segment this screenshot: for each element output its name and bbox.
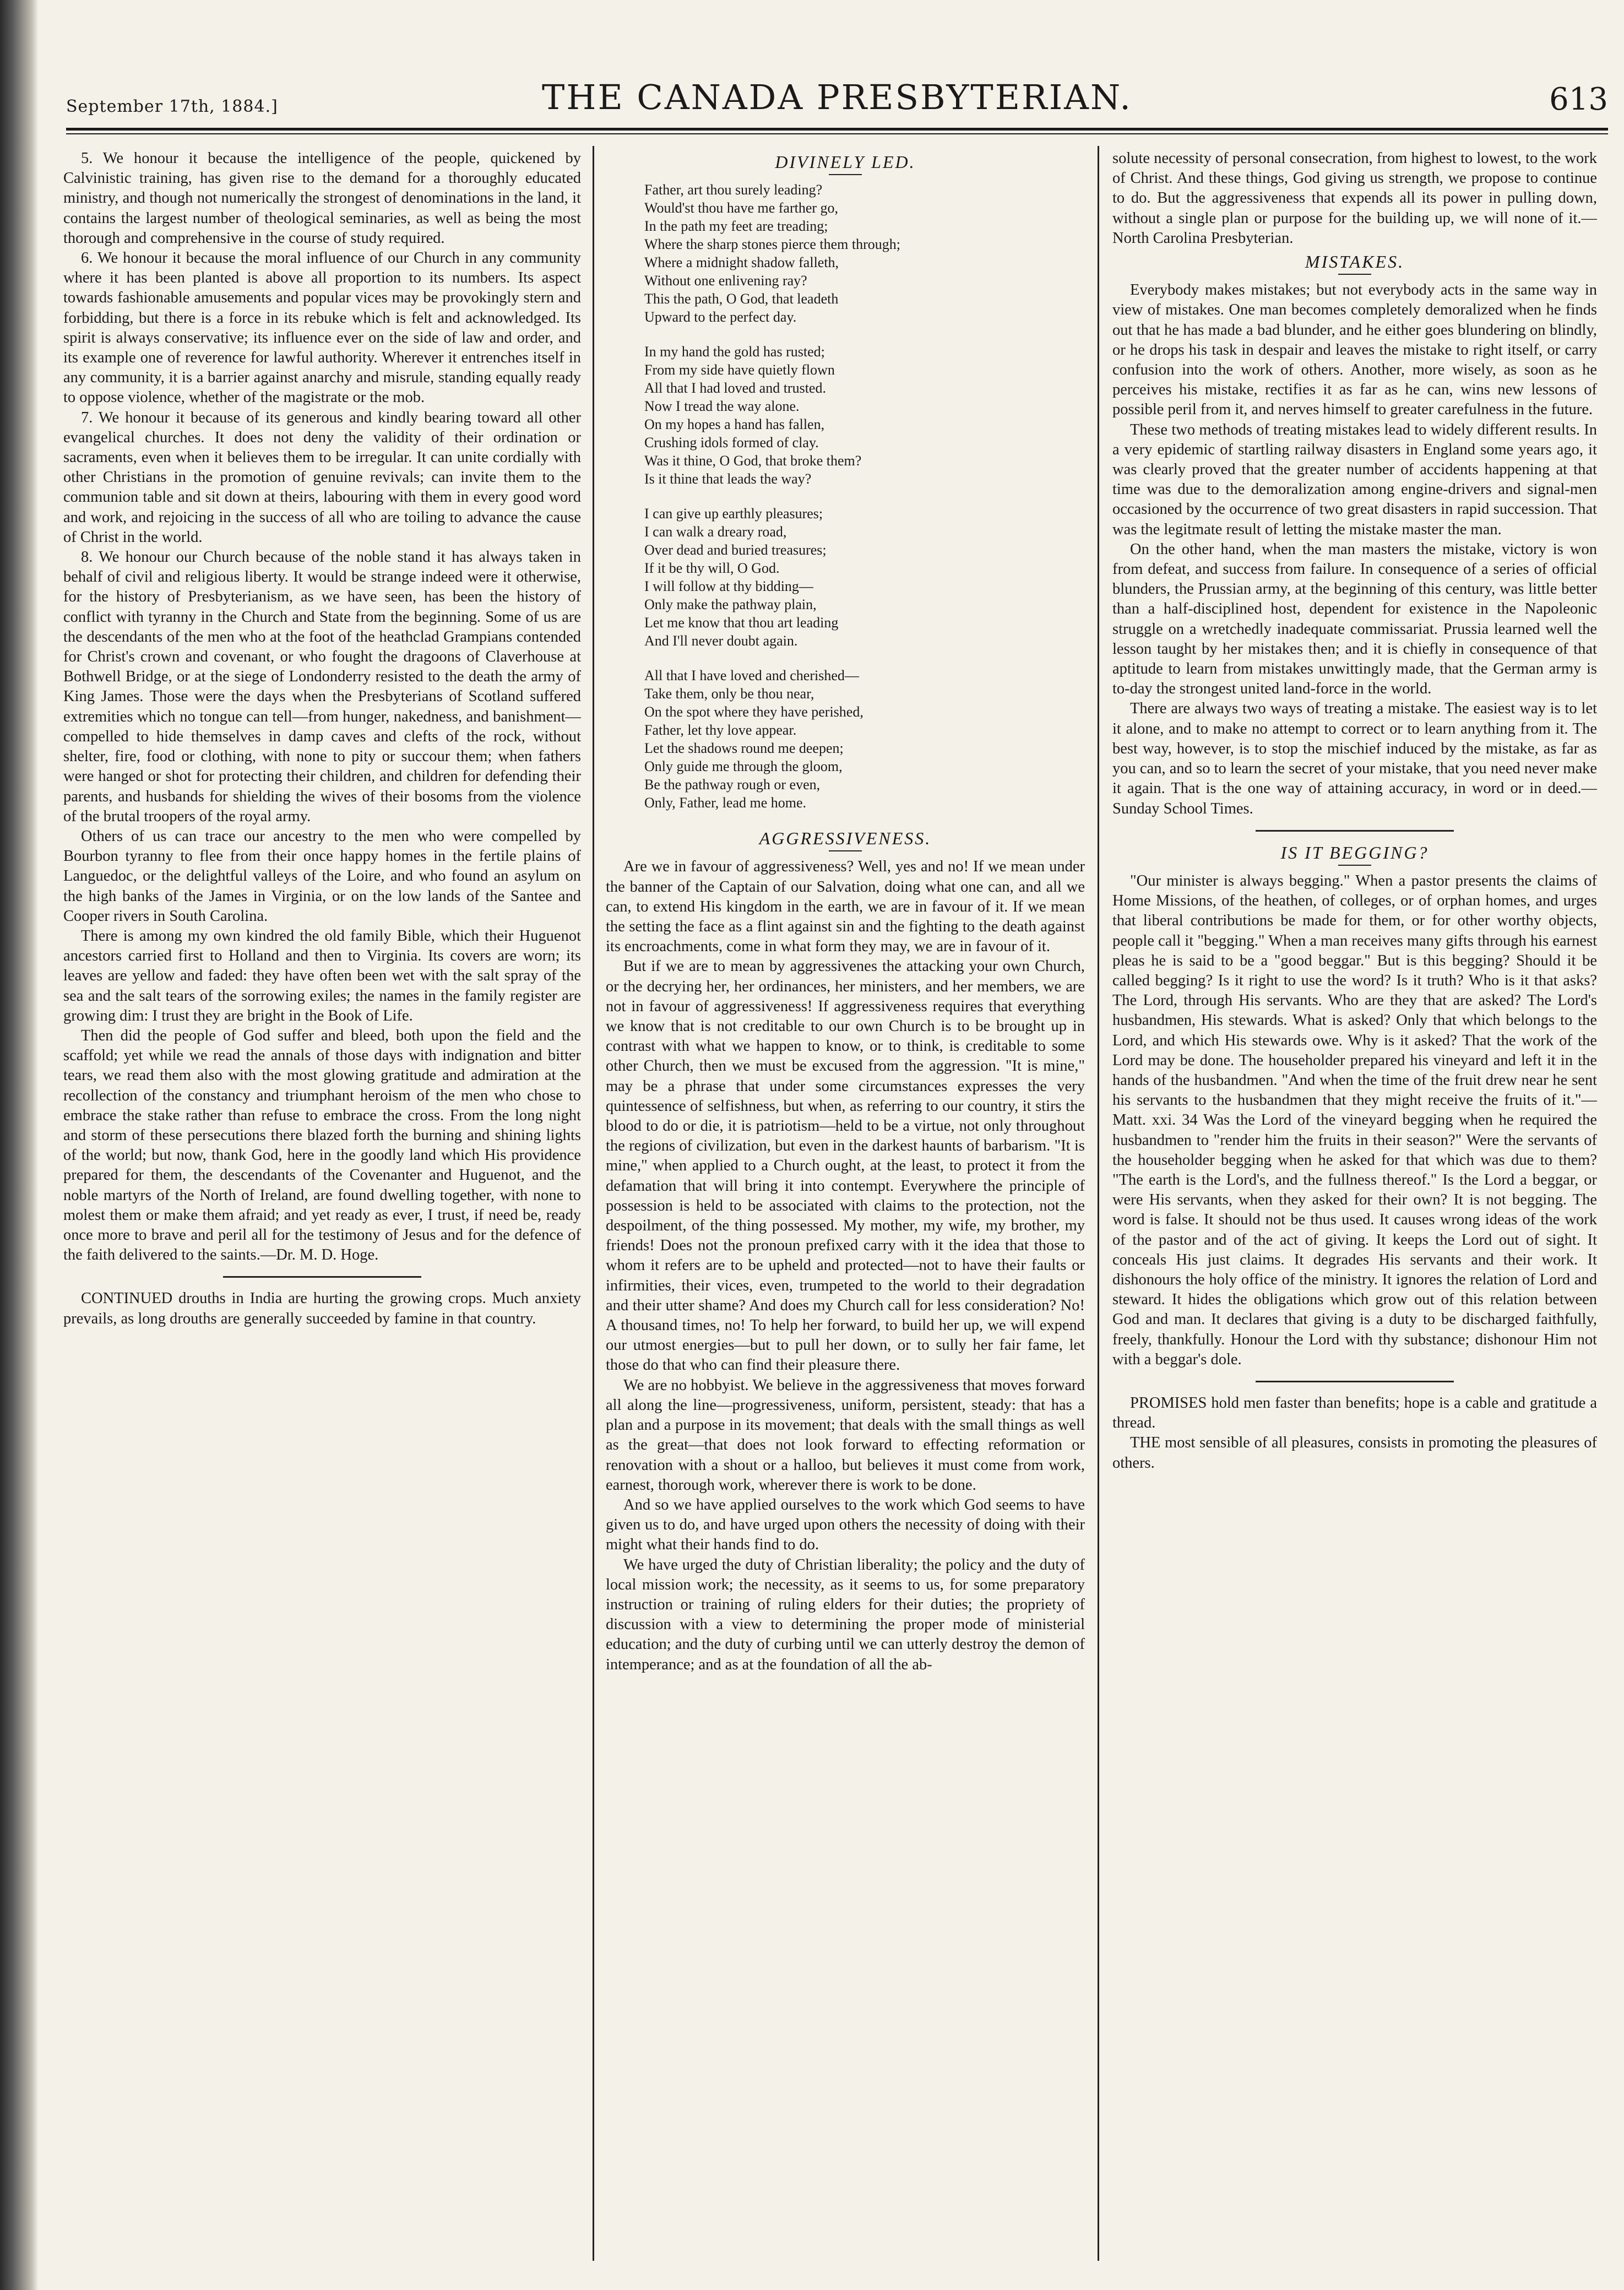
poem-line: Without one enlivening ray? (644, 273, 807, 289)
poem-line: I can give up earthly pleasures; (644, 506, 823, 522)
paragraph: There is among my own kindred the old family Bible, which their Huguenot ancestors carried first to Holland and then to Virginia. Its covers are worn; its leaves are yellow and faded: they have often been wet with the salt spray of the sea and the salt tears of the sorrowing exiles; the names in the family register are growing dim: I trust they are bright in the Book of Life. (63, 927, 581, 1024)
poem-line: Father, art thou surely leading? (644, 182, 823, 198)
article-title: IS IT BEGGING? (1280, 842, 1429, 862)
poem-line: All that I have loved and cherished— (644, 668, 859, 684)
paragraph: Then did the people of God suffer and bleed, both upon the field and the scaffold; yet while we read the annals of those days with indignation and bitter tears, we read them also with the most glowing gratitude and admiration at the recollection of the constancy and triumphant heroism of the men who chose to embrace the stake rather than refuse to embrace the cross. From the long night and storm of these persecutions there blazed forth the burning and shining lights of the world; but now, thank God, here in the goodly land which His providence prepared for them, the descendants of the Covenanter and Huguenot, and the noble martyrs of the North of Ireland, are found dwelling together, with none to molest them or make them afraid; and yet ready as ever, I trust, if need be, ready once more to brave and peril all for the testimony of Jesus and for the defence of the faith delivered to the saints.—Dr. M. D. Hoge. (63, 1027, 581, 1264)
header-rule (66, 128, 1608, 131)
paragraph: On the other hand, when the man masters the mistake, victory is won from defeat, and success from failure. In consequence of a series of official blunders, the Prussian army, at the beginning of this century, was little better than a half-disciplined host, dependent for existence in the Napoleonic struggle on a wretchedly inadequate commissariat. Prussia learned well the lesson taught by her mistakes then; and it is chiefly in consequence of that aptitude to learn from mistakes unwittingly made, that the German army is to-day the strongest united land-force in the world. (1112, 540, 1597, 698)
paragraph: 5. We honour it because the intelligence of the people, quickened by Calvinistic training, has given rise to the demand for a thoroughly educated ministry, and though not numerically the strongest of denominations in the land, it contains the largest number of theological seminaries, as well as being the most thorough and comprehensive in the course of study required. (63, 150, 581, 247)
poem-line: Let the shadows round me deepen; (644, 740, 844, 757)
poem-line: Father, let thy love appear. (644, 722, 797, 739)
paragraph: But if we are to mean by aggressivenes the attacking your own Church, or the decrying her, her ordinances, her ministers, and her members, we are not in favour of aggressiveness! If aggressiveness requires that everything we know that is not creditable to our own Church is to be brought up in contrast with what we happen to know, or to think, is creditable to some other Church, then we must be excused from the aggression. "It is mine," may be a phrase that under some circumstances expresses the very quintessence of selfishness, but when, as referring to our country, it stirs the blood to do or die, it is patriotism—held to be a virtue, not only throughout the regions of civilization, but even in the darkest haunts of barbarism. "It is mine," when applied to a Church ought, at the least, to protect it from the defamation that will bring it into contempt. Everywhere the principle of possession is held to be associated with claims to the protection, not the despoilment, of the thing possessed. My mother, my wife, my brother, my friends! Does not the pronoun prefixed carry with it the idea that those to whom it refers are to be upheld and protected—not to have their faults or infirmities, their vices, even, trumpeted to the world to their degradation and their utter shame? And does my Church call for less consideration? No! A thousand times, no! To help her forward, to build her up, we will expend our utmost energies—but to pull her down, or to sully her fair fame, let those do that who can find their pleasure there. (606, 958, 1085, 1374)
poem-line: On the spot where they have perished, (644, 704, 863, 720)
article-title: MISTAKES. (1305, 252, 1405, 272)
poem-line: On my hopes a hand has fallen, (644, 416, 825, 433)
column-three (1112, 149, 1597, 2258)
news-note: CONTINUED drouths in India are hurting the growing crops. Much anxiety prevails, as long drouths are generally succeeded by famine in that country. (63, 1290, 581, 1327)
paragraph: Others of us can trace our ancestry to the men who were compelled by Bourbon tyranny to flee from their once happy homes in the fertile plains of Languedoc, or the delightful valleys of the Loire, and who found an asylum on the high banks of the James in Virginia, or on the low lands of the Santee and Cooper rivers in South Carolina. (63, 827, 581, 925)
column-one (63, 149, 581, 2258)
poem-line: Is it thine that leads the way? (644, 471, 812, 487)
poem-line: Would'st thou have me farther go, (644, 200, 839, 216)
poem-line: Only guide me through the gloom, (644, 758, 843, 775)
header-rule-thin (66, 133, 1608, 134)
issue-date: September 17th, 1884.] (66, 97, 278, 116)
poem-title: DIVINELY LED. (775, 152, 916, 172)
paragraph: There are always two ways of treating a mistake. The easiest way is to let it alone, and to make no attempt to correct or to learn anything from it. The best way, however, is to stop the mischief induced by the mistake, as far as you can, and so to learn the secret of your mistake, that you need never make it again. That is the one way of attaining accuracy, in word or in deed.—Sunday School Times. (1112, 700, 1597, 817)
paragraph: We have urged the duty of Christian liberality; the policy and the duty of local mission work; the necessity, as it seems to us, for some preparatory instruction or training of ruling elders for their duties; the propriety of discussion with a view to determining the proper mode of ministerial education; and the duty of curbing until we can utterly destroy the demon of intemperance; and as at the foundation of all the ab- (606, 1556, 1085, 1673)
poem-line: Where the sharp stones pierce them through; (644, 236, 900, 253)
column-divider (1098, 146, 1099, 2261)
poem-line: Upward to the perfect day. (644, 309, 797, 325)
title-rule (829, 174, 862, 175)
poem-line: This the path, O God, that leadeth (644, 291, 839, 307)
news-note: THE most sensible of all pleasures, consists in promoting the pleasures of others. (1112, 1434, 1597, 1472)
page-number: 613 (1549, 82, 1608, 117)
paragraph: We are no hobbyist. We believe in the aggressiveness that moves forward all along the line—progressiveness, uniform, persistent, steady: that has a plan and a purpose in its movement; that deals with the small things as well as the great—that does not look forward to effecting reformation or renovation with a shout or a halloo, but believes it must come from work, earnest, thorough work, wherever there is work to be done. (606, 1376, 1085, 1494)
poem-line: Only, Father, lead me home. (644, 795, 807, 811)
poem-line: Now I tread the way alone. (644, 398, 800, 415)
paragraph: 6. We honour it because the moral influence of our Church in any community where it has been planted is above all proportion to its numbers. Its aspect towards fashionable amusements and popular vices may be provokingly stern and forbidding, but there is a force in its rebuke which is felt and acknowledged. Its spirit is always conservative; its influence ever on the side of law and order, and its example one of reverence for lawful authority. Wherever it entrenches itself in any community, it is a barrier against anarchy and misrule, standing equally ready to oppose violence, whether of the magistrate or the mob. (63, 249, 581, 406)
page-binding-edge (0, 0, 39, 2290)
paragraph: 8. We honour our Church because of the noble stand it has always taken in behalf of civil and religious liberty. It would be strange indeed were it otherwise, for the history of Presbyterianism, as we have seen, has been the history of conflict with tyranny in the Church and State from the beginning. Some of us are the descendants of the men who at the foot of the heathclad Grampians contended for Christ's crown and covenant, or who fought the dragoons of Claverhouse at Bothwell Bridge, or at the siege of Londonderry resisted to the death the army of King James. Those were the days when the Presbyterians of Scotland suffered extremities which no tongue can tell—from hunger, nakedness, and banishment—compelled to hide themselves in damp caves and clefts of the rock, without shelter, fire, food or clothing, with none to pity or succour them; when fathers were hanged or shot for protecting their children, and children for defending their parents, and husbands for shielding the wives of their bosoms from the violence of the brutal troopers of the royal army. (63, 549, 581, 825)
section-separator (223, 1276, 421, 1278)
title-rule (1338, 274, 1371, 275)
newspaper-title: THE CANADA PRESBYTERIAN. (542, 77, 1132, 117)
poem-line: If it be thy will, O God. (644, 560, 780, 577)
poem-line: All that I had loved and trusted. (644, 380, 826, 397)
poem-line: Was it thine, O God, that broke them? (644, 453, 862, 469)
poem-body (644, 181, 1085, 812)
poem-line: Let me know that thou art leading (644, 615, 839, 631)
title-rule (829, 850, 862, 851)
paragraph: Everybody makes mistakes; but not everybody acts in the same way in view of mistakes. One man becomes completely demoralized when he finds out that he has made a bad blunder, and he either goes blundering on blindly, or he drops his task in despair and leaves the mistake to right itself, or carry confusion into the work of others. Another, more wisely, as soon as he perceives his mistake, rectifies it as far as he can, wins new lessons of possible peril from it, and nerves himself to greater carefulness in the future. (1112, 281, 1597, 419)
paragraph: Are we in favour of aggressiveness? Well, yes and no! If we mean under the banner of the Captain of our Salvation, doing what one can, and all we can, to extend His kingdom in the earth, we are in favour of it. If we mean the setting the face as a flint against sin and the fighting to the death against its encroachments, come in what form they may, we are in favour of it. (606, 858, 1085, 956)
poem-line: In the path my feet are treading; (644, 218, 828, 235)
poem-line: And I'll never doubt again. (644, 633, 798, 649)
poem-line: Crushing idols formed of clay. (644, 435, 819, 451)
poem-line: Be the pathway rough or even, (644, 777, 821, 793)
paragraph: 7. We honour it because of its generous and kindly bearing toward all other evangelical churches. It does not deny the validity of their ordination or sacraments, even when it believes them to be irregular. It can unite cordially with other Christians in the promotion of genuine revivals; can invite them to the communion table and sit down at theirs, labouring with them in every good word and work, and rejoicing in the success of all who are toiling to advance the cause of Christ in the world. (63, 409, 581, 546)
poem-stanza (644, 181, 1085, 326)
poem-line: Take them, only be thou near, (644, 686, 814, 702)
section-separator (1256, 1381, 1454, 1382)
paragraph: solute necessity of personal consecration, from highest to lowest, to the work of Christ. And these things, God giving us strength, we propose to continue to do. But the aggressiveness that expends all its power in pulling down, without a single plan or purpose for the building up, we will none of it.—North Carolina Presbyterian. (1112, 150, 1597, 247)
column-divider (593, 146, 594, 2261)
poem-line: Where a midnight shadow falleth, (644, 254, 839, 271)
poem-line: In my hand the gold has rusted; (644, 344, 825, 360)
poem-stanza (644, 666, 1085, 812)
title-rule (1338, 865, 1371, 866)
poem-stanza (644, 343, 1085, 488)
paragraph: These two methods of treating mistakes lead to widely different results. In a very epidemic of startling railway disasters in England some years ago, it was clearly proved that the greater number of accidents happening at that time was due to the demoralization among engine-drivers and signal-men occasioned by the occurrence of two great disasters in rapid succession. That was the legitmate result of letting the mistake master the man. (1112, 421, 1597, 538)
poem-line: From my side have quietly flown (644, 362, 835, 378)
paragraph: "Our minister is always begging." When a pastor presents the claims of Home Missions, of the heathen, of colleges, or of orphan homes, and urges that liberal contributions be made for them, or for other worthy objects, people call it "begging." When a man receives many gifts through his earnest pleas he is said to be a "good beggar." But is this begging? Should it be called begging? Is it right to use the word? Is it truth? Who is it that asks? The Lord, through His servants. Who are they that are asked? The Lord's husbandmen, His stewards. What is asked? Only that which belongs to the Lord, and which His stewards owe. Why is it asked? That the work of the Lord may be done. The householder prepared his vineyard and left it in the hands of the husbandmen. "And when the time of the fruit drew near he sent his servants to the husbandmen that they might receive the fruits of it."—Matt. xxi. 34 Was the Lord of the vineyard begging when he required the husbandmen to "render him the fruits in their season?" Were the servants of the householder begging when he asked for that which was due to them? "The earth is the Lord's, and the fullness thereof." Is the Lord a beggar, or were His servants, when they asked for their own? It is not begging. The word is false. It should not be thus used. It causes wrong ideas of the work of the pastor and of the act of giving. It keeps the Lord out of sight. It conceals His just claims. It degrades His servants and their work. It dishonours the holy office of the ministry. It ignores the relation of Lord and steward. It hides the obligations which grow out of this relation between God and man. It declares that giving is a duty to be discharged faithfully, freely, thankfully. Honour the Lord with thy substance; dishonour Him not with a beggar's dole. (1112, 872, 1597, 1368)
poem-line: I can walk a dreary road, (644, 524, 787, 540)
section-separator (1256, 830, 1454, 832)
poem-line: Only make the pathway plain, (644, 596, 817, 613)
column-two (606, 149, 1085, 2258)
poem-line: Over dead and buried treasures; (644, 542, 827, 558)
poem-line: I will follow at thy bidding— (644, 578, 813, 595)
paragraph: And so we have applied ourselves to the work which God seems to have given us to do, and have urged upon others the necessity of doing with their might what their hands find to do. (606, 1496, 1085, 1554)
poem-stanza (644, 504, 1085, 650)
article-title: AGGRESSIVENESS. (759, 828, 932, 849)
news-note: PROMISES hold men faster than benefits; hope is a cable and gratitude a thread. (1112, 1394, 1597, 1432)
